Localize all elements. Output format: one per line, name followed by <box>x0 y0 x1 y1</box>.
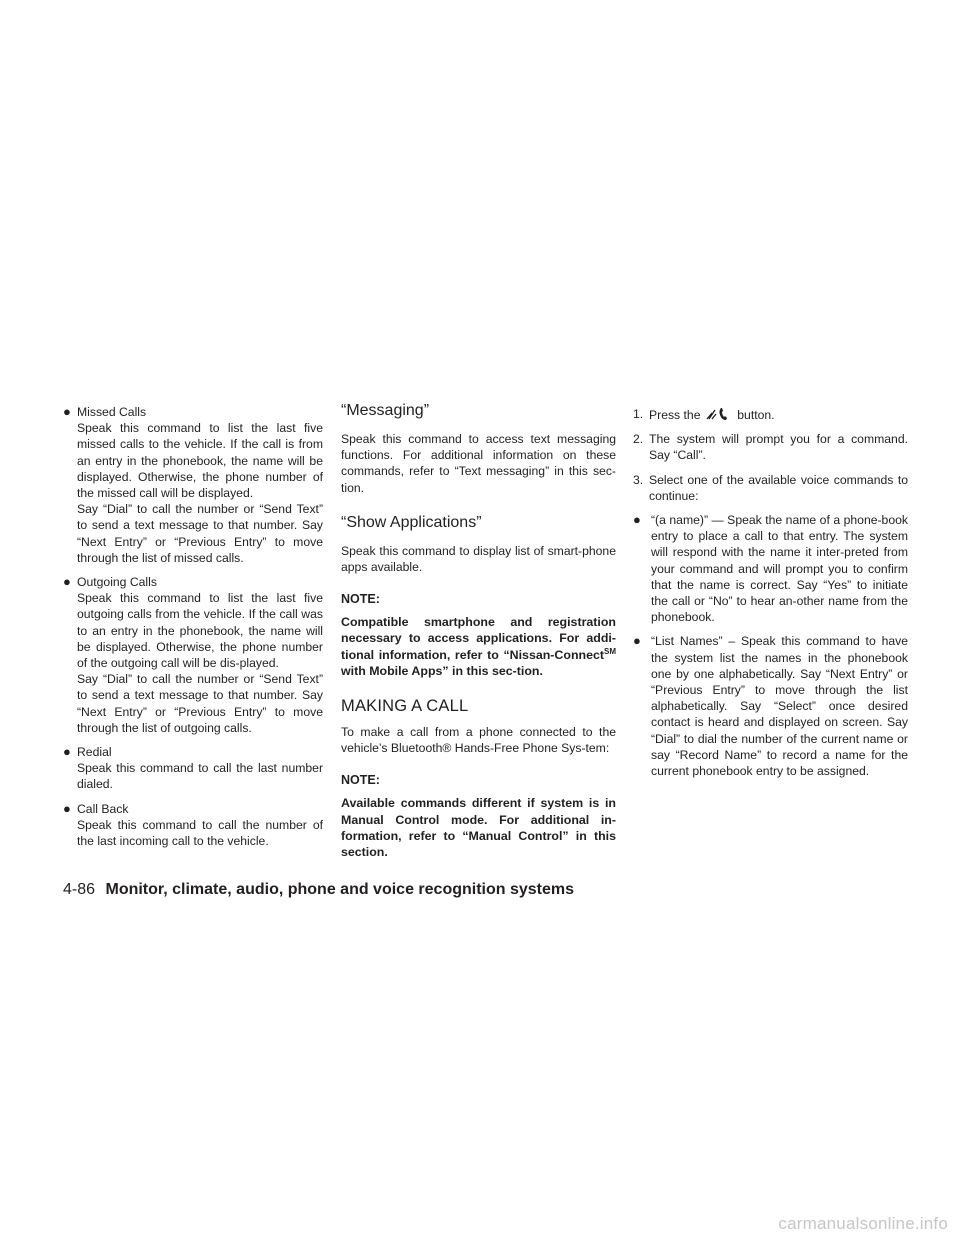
item-title: Missed Calls <box>77 405 147 419</box>
watermark: carmanualsonline.info <box>778 1214 948 1233</box>
list-item-list-names <box>633 633 908 779</box>
section-title: Monitor, climate, audio, phone and voice recognition systems <box>105 881 575 898</box>
making-a-call-text: To make a call from a phone connected to the vehicle’s Bluetooth® Hands-Free Phone Sys-tem: <box>341 725 616 756</box>
column-3 <box>633 406 908 787</box>
bullet-icon: ● <box>63 744 71 760</box>
step-number: 1. <box>633 407 644 421</box>
item-text: “(a name)” — Speak the name of a phone-book entry to place a call to that entry. The system will respond with the name it inter-preted from your command and will prompt you to confirm that the name is correct. Say “Yes” to initiate the call or “No” to hear an-other name from the phonebook. <box>651 513 908 625</box>
column-2 <box>341 401 616 877</box>
bullet-icon: ● <box>63 574 71 590</box>
item-text: “List Names” – Speak this command to have the system list the names in the phonebook one by one alphabetically. Say “Next Entry” or “Previous Entry” to move through the list alphabetically. Say “Select” once desired contact is heard and displayed on screen. Say “Dial” to dial the number of the current name or say “Record Name” to record a name for the current phonebook entry to be assigned. <box>651 634 908 779</box>
step-text: Select one of the available voice commands to continue: <box>649 472 908 503</box>
messaging-heading: “Messaging” <box>341 402 430 419</box>
note-label: NOTE: <box>341 773 380 788</box>
item-title: Redial <box>77 745 112 760</box>
item-text: Speak this command to list the last five missed calls to the vehicle. If the call is from an entry in the phonebook, the name will be displayed. Otherwise, the phone number of the missed call will be displayed. <box>77 421 323 501</box>
list-item-outgoing-calls <box>63 574 323 736</box>
list-item-a-name <box>633 512 908 625</box>
show-apps-heading: “Show Applications” <box>341 513 482 531</box>
list-item-call-back <box>63 801 323 850</box>
item-title: Call Back <box>77 801 129 816</box>
bullet-icon: ● <box>63 404 71 419</box>
bullet-icon: ● <box>63 800 71 816</box>
note-label: NOTE: <box>341 592 380 607</box>
step-3 <box>633 472 908 504</box>
making-a-call-heading: MAKING A CALL <box>341 697 469 716</box>
item-text: Speak this command to call the number of the last incoming call to the vehicle. <box>77 817 323 849</box>
phone-voice-icon <box>706 406 732 422</box>
bullet-icon: ● <box>633 512 641 528</box>
column-1 <box>63 404 323 857</box>
step-number: 2. <box>633 432 644 447</box>
list-item-missed-calls <box>63 404 323 566</box>
item-title: Outgoing Calls <box>77 575 157 590</box>
note-text: Available commands different if system is in Manual Control mode. For additional in-formation, refer to “Manual Control” in this section. <box>341 796 616 860</box>
page-number: 4-86 <box>63 881 96 898</box>
step-2 <box>633 431 908 463</box>
step-text: button. <box>737 408 775 422</box>
step-1 <box>633 406 908 423</box>
step-text: The system will prompt you for a command. Say “Call”. <box>649 432 908 463</box>
list-item-redial <box>63 744 323 793</box>
step-text: Press the <box>649 408 701 422</box>
messaging-text: Speak this command to access text messaging functions. For additional information on these commands, refer to “Text messaging” in this sec-tion. <box>341 432 616 495</box>
show-apps-text: Speak this command to display list of smart-phone apps available. <box>341 543 616 575</box>
item-text: Say “Dial” to call the number or “Send Text” to send a text message to that number. Say “Next Entry” or “Previous Entry” to move through the list of outgoing calls. <box>77 672 323 735</box>
note-text: Compatible smartphone and registration necessary to access applications. For addi-tional information, refer to “Nissan-Connect℠ with Mobile Apps” in this sec-tion. <box>341 615 616 678</box>
step-number: 3. <box>633 472 644 487</box>
item-text: Say “Dial” to call the number or “Send Text” to send a text message to that number. Say “Next Entry” or “Previous Entry” to move through the list of missed calls. <box>77 502 323 565</box>
item-text: Speak this command to call the last number dialed. <box>77 761 323 792</box>
bullet-icon: ● <box>633 633 641 649</box>
page-footer <box>63 880 574 900</box>
item-text: Speak this command to list the last five outgoing calls from the vehicle. If the call was to an entry in the phonebook, the name will be displayed. Otherwise, the phone number of the outgoing call will be dis-played. <box>77 591 323 671</box>
